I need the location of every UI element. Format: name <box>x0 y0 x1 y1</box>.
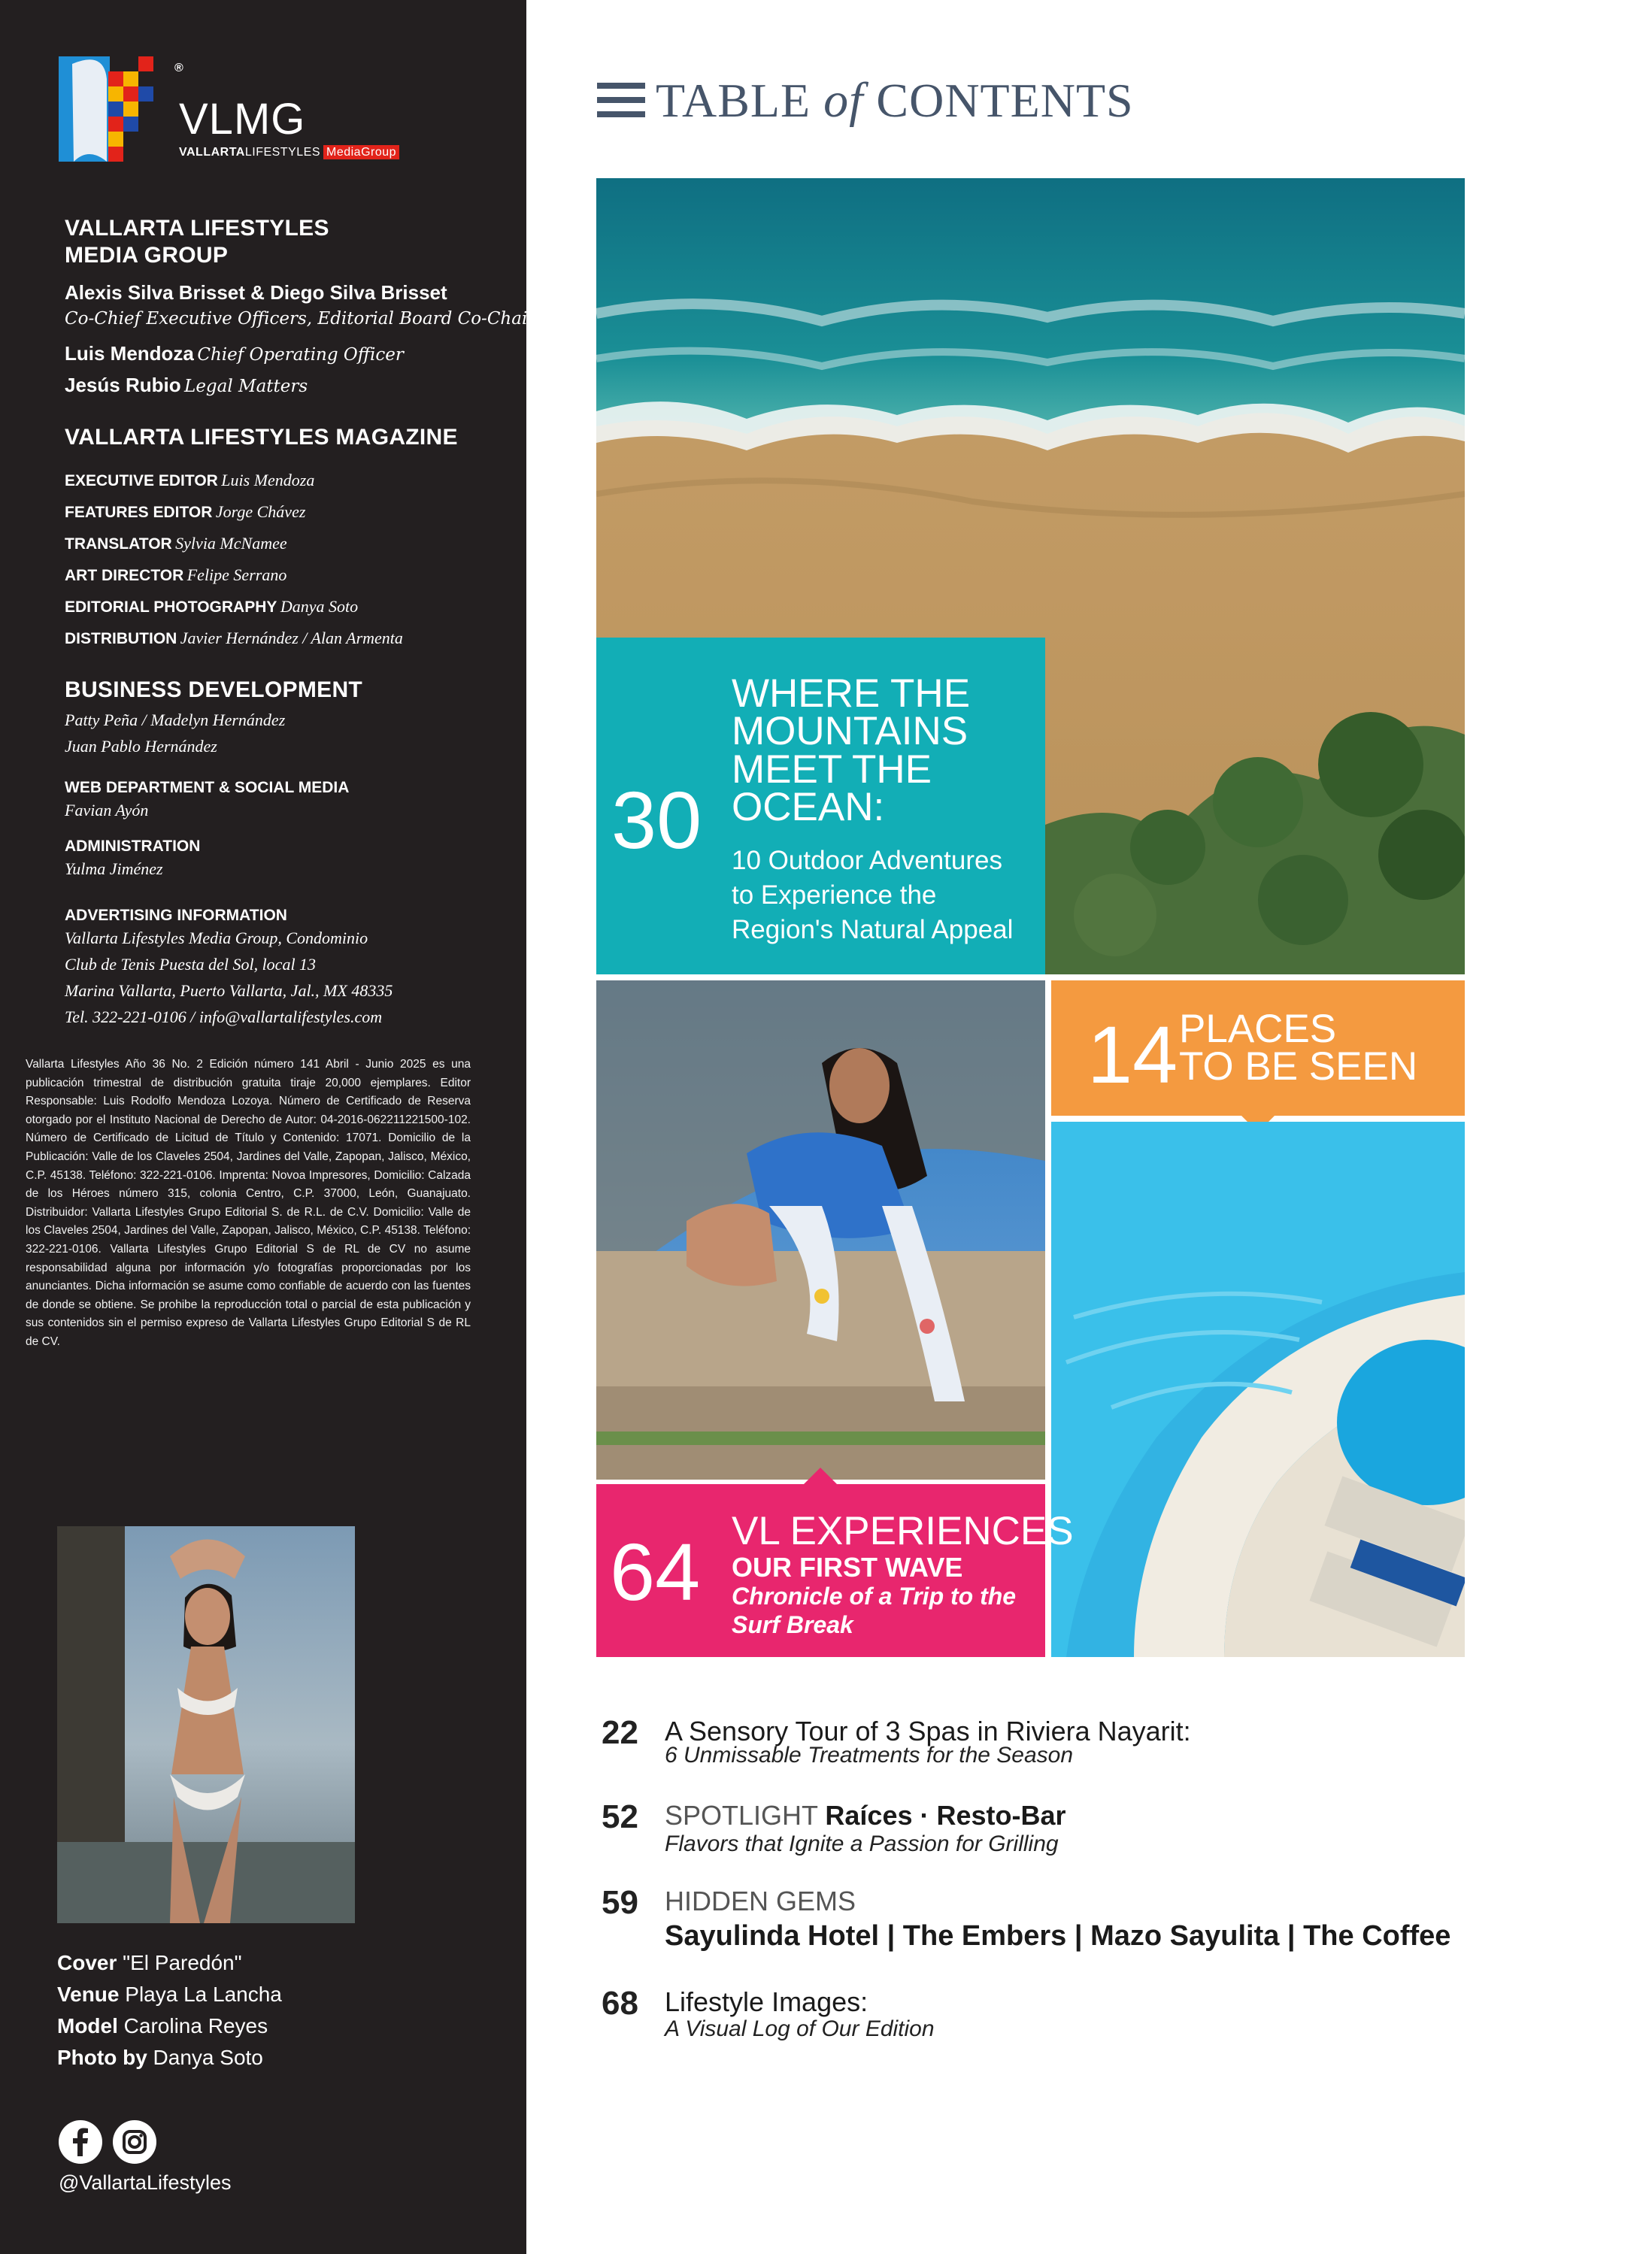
credit-cover: Cover "El Paredón" <box>57 1951 242 1974</box>
menu-lines-icon <box>597 83 645 117</box>
feature-page-number: 30 <box>611 774 702 865</box>
feature-card-14[interactable] <box>1051 980 1465 1116</box>
masthead-row: FEATURES EDITOR Jorge Chávez <box>65 502 306 521</box>
credit-venue: Venue Playa La Lancha <box>57 1983 282 2006</box>
feature-heading: VL EXPERIENCES <box>732 1509 1074 1553</box>
cover-photo <box>57 1526 355 1923</box>
social-handle[interactable]: @VallartaLifestyles <box>59 2171 232 2194</box>
person-1: Alexis Silva Brisset & Diego Silva Brisset Co-Chief Executive Officers, Editorial Board Co-Chairmen <box>65 281 574 329</box>
instagram-icon[interactable] <box>113 2120 156 2164</box>
page-title: TABLE of CONTENTS <box>656 73 1134 128</box>
logo-wordmark: VLMG <box>179 95 306 144</box>
advertising-info: ADVERTISING INFORMATION Vallarta Lifestyles Media Group, Condominio Club de Tenis Puesta del Sol, local 13 Marina Vallarta, Puerto Vallarta, Jal., MX 48335 Tel. 322-221-0106 / info@vallartalifestyles.com <box>65 907 393 1026</box>
registered-mark: ® <box>174 62 183 74</box>
magazine-heading: VALLARTA LIFESTYLES MAGAZINE <box>65 425 458 450</box>
administration: ADMINISTRATION Yulma Jiménez <box>65 838 201 878</box>
masthead-row: TRANSLATOR Sylvia McNamee <box>65 534 287 553</box>
facebook-icon[interactable] <box>59 2120 102 2164</box>
person-2: Luis Mendoza Chief Operating Officer <box>65 342 404 365</box>
masthead-row: EDITORIAL PHOTOGRAPHY Danya Soto <box>65 597 359 616</box>
business-heading: BUSINESS DEVELOPMENT <box>65 677 363 702</box>
feature-heading: WHERE THE MOUNTAINS MEET THE OCEAN: <box>732 671 971 830</box>
feature-heading: PLACES TO BE SEEN <box>1179 1007 1418 1089</box>
feature-subheading: OUR FIRST WAVE <box>732 1552 963 1583</box>
credit-model: Model Carolina Reyes <box>57 2014 268 2037</box>
vlmg-logo-icon <box>59 56 171 169</box>
feature-page-number: 14 <box>1087 1009 1178 1100</box>
sidebar <box>0 0 574 2254</box>
logo-subtitle: VALLARTALIFESTYLES MediaGroup <box>179 146 399 159</box>
masthead-row: ART DIRECTOR Felipe Serrano <box>65 565 287 584</box>
feature-subheading: 10 Outdoor Adventures to Experience the Region's Natural Appeal <box>732 846 1014 944</box>
web-department: WEB DEPARTMENT & SOCIAL MEDIA Favian Ayón <box>65 779 350 819</box>
feature-card-64[interactable] <box>596 1484 1074 1657</box>
person-3: Jesús Rubio Legal Matters <box>65 374 308 396</box>
business-names: Patty Peña / Madelyn Hernández Juan Pablo Hernández <box>65 710 286 756</box>
group-heading: VALLARTA LIFESTYLES MEDIA GROUP <box>65 216 329 268</box>
pool-photo <box>1051 1122 1465 1657</box>
feature-page-number: 64 <box>610 1526 701 1617</box>
pointer-notch <box>804 1468 837 1484</box>
masthead-row: EXECUTIVE EDITOR Luis Mendoza <box>65 471 315 489</box>
feature-description: Chronicle of a Trip to the Surf Break <box>732 1583 1017 1638</box>
credit-photo: Photo by Danya Soto <box>57 2046 263 2069</box>
surfer-photo <box>596 980 1045 1480</box>
legal-notice: Vallarta Lifestyles Año 36 No. 2 Edición número 141 Abril - Junio 2025 es una publicación trimestral de distribución gratuita tiraje 20,000 ejemplares. Editor Responsable: Luis Rodolfo Mendoza Lozoya. Número de Certificado de Reserva otorgado por el Instituto Nacional de Derecho de Autor: 04-2016-062211221500-102. Número de Certificado de Licitud de Título y Contenido: 17071. Domicilio de la Publicación: Valle de los Claveles 2504, Jardines del Valle, Zapopan, Jalisco, México, C.P. 45138. Teléfono: 322-221-0106. Imprenta: Novoa Impresores, Domicilio: Calzada de los Héroes número 315, colonia Centro, C.P. 37000, León, Guanajuato. Distribuidor: Vallarta Lifestyles Grupo Editorial S. de R.L. de C.V. Domicilio: Valle de los Claveles 2504, Jardines del Valle, Zapopan, Jalisco, México, C.P. 45138. Teléfono: 322-221-0106. Vallarta Lifestyles Grupo Editorial S de RL de CV no asume responsabilidad alguna por información y/o fotografías proporcionadas por los anunciantes. Dicha información se asume como confiable de acuerdo con las fuentes de donde se obtiene. Se prohibe la reproducción total o parcial de esta publicación y sus contenidos sin el permiso expreso de Vallarta Lifestyles Grupo Editorial S de RL de CV. <box>26 1058 471 1348</box>
feature-card-30[interactable] <box>596 638 1045 974</box>
masthead-row: DISTRIBUTION Javier Hernández / Alan Armenta <box>65 629 403 647</box>
